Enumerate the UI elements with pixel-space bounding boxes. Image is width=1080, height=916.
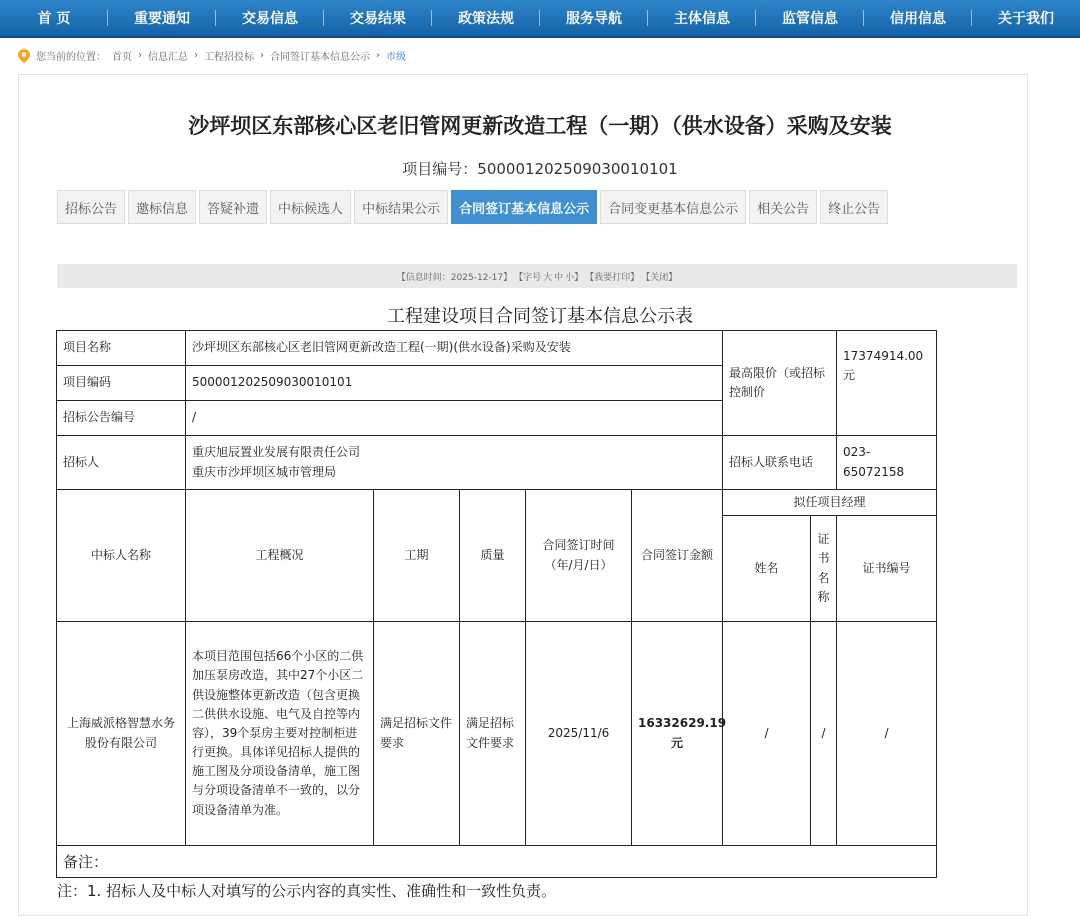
amount-value: 16332629.19元 xyxy=(632,622,723,846)
breadcrumb xyxy=(18,48,406,63)
nav-about[interactable]: 关于我们 xyxy=(998,11,1054,27)
breadcrumb-home[interactable]: 首页 xyxy=(112,52,132,63)
nav-credit[interactable]: 信用信息 xyxy=(864,0,972,36)
phone-value: 023-65072158 xyxy=(837,436,937,490)
font-small-button[interactable]: 小】 xyxy=(565,272,584,283)
project-code-value: 500001202509030010101 xyxy=(186,366,723,401)
winner-value: 上海威派格智慧水务股份有限公司 xyxy=(57,622,186,846)
print-button[interactable]: 【我要打印】 xyxy=(585,272,640,283)
nav-supervision[interactable]: 监管信息 xyxy=(756,0,864,36)
sign-time-header: 合同签订时间（年/月/日） xyxy=(526,490,632,622)
nav-home[interactable]: 首 页 xyxy=(0,0,108,36)
overview-header: 工程概况 xyxy=(186,490,374,622)
notice-tabs xyxy=(57,190,888,224)
max-price-value: 17374914.00元 xyxy=(837,331,937,436)
nav-policy[interactable]: 政策法规 xyxy=(432,0,540,36)
tab-tender-notice[interactable]: 招标公告 xyxy=(57,190,125,224)
pm-name-value: / xyxy=(723,622,811,846)
nav-service[interactable]: 服务导航 xyxy=(540,0,648,36)
project-code-label: 项目编码 xyxy=(57,366,186,401)
info-time: 【信息时间：2025-12-17】 xyxy=(396,272,513,283)
location-pin-icon xyxy=(18,49,30,63)
breadcrumb-sep: › xyxy=(260,50,264,61)
tenderer-name-1: 重庆旭辰置业发展有限责任公司 xyxy=(192,445,361,460)
tab-contract-sign[interactable]: 合同签订基本信息公示 xyxy=(451,190,597,224)
tender-notice-no-value: / xyxy=(186,401,723,436)
nav-entity-info[interactable]: 主体信息 xyxy=(648,0,756,36)
tender-notice-no-label: 招标公告编号 xyxy=(57,401,186,436)
tab-contract-change[interactable]: 合同变更基本信息公示 xyxy=(600,190,746,224)
project-number: 项目编号：500001202509030010101 xyxy=(402,160,678,178)
tab-candidates[interactable]: 中标候选人 xyxy=(270,190,351,224)
table-title: 工程建设项目合同签订基本信息公示表 xyxy=(387,306,693,327)
amount-header: 合同签订金额 xyxy=(632,490,723,622)
breadcrumb-sep: › xyxy=(376,50,380,61)
nav-trade-info[interactable]: 交易信息 xyxy=(216,0,324,36)
info-bar xyxy=(57,264,1017,288)
breadcrumb-sep: › xyxy=(194,50,198,61)
breadcrumb-current[interactable]: 市级 xyxy=(386,52,406,63)
breadcrumb-contract-info[interactable]: 合同签订基本信息公示 xyxy=(270,52,370,63)
quality-header: 质量 xyxy=(460,490,526,622)
font-size-label: 【字号 xyxy=(514,272,542,283)
pm-cert-no-header: 证书编号 xyxy=(837,516,937,622)
font-medium-button[interactable]: 中 xyxy=(554,272,564,283)
tenderer-label: 招标人 xyxy=(57,436,186,490)
nav-important-notice[interactable]: 重要通知 xyxy=(108,0,216,36)
tenderer-name-2: 重庆市沙坪坝区城市管理局 xyxy=(192,464,337,479)
contract-info-table xyxy=(56,330,937,878)
tab-termination[interactable]: 终止公告 xyxy=(820,190,888,224)
breadcrumb-prefix: 您当前的位置： xyxy=(36,52,106,63)
breadcrumb-info-summary[interactable]: 信息汇总 xyxy=(148,52,188,63)
pm-header: 拟任项目经理 xyxy=(723,490,937,516)
tab-invite-info[interactable]: 邀标信息 xyxy=(128,190,196,224)
pm-name-header: 姓名 xyxy=(723,516,811,622)
period-value: 满足招标文件要求 xyxy=(374,622,460,846)
font-large-button[interactable]: 大 xyxy=(543,272,553,283)
phone-label: 招标人联系电话 xyxy=(723,436,837,490)
breadcrumb-engineering[interactable]: 工程招投标 xyxy=(204,52,254,63)
pm-cert-name-header: 证书名称 xyxy=(811,516,837,622)
winner-header: 中标人名称 xyxy=(57,490,186,622)
breadcrumb-sep: › xyxy=(138,50,142,61)
tenderer-value xyxy=(186,436,723,490)
quality-value: 满足招标文件要求 xyxy=(460,622,526,846)
remark-cell: 备注： xyxy=(57,846,937,878)
project-name-label: 项目名称 xyxy=(57,331,186,366)
pm-cert-no-value: / xyxy=(837,622,937,846)
max-price-label: 最高限价（或招标控制价 xyxy=(723,331,837,436)
close-button[interactable]: 【关闭】 xyxy=(641,272,678,283)
overview-value: 本项目范围包括66个小区的二供加压泵房改造，其中27个小区二供设施整体更新改造（包含更换二供供水设施、电气及自控等内容），39个泵房主要对控制柜进行更换。具体详见招标人提供的施工图及分项设备清单，施工图与分项设备清单不一致的，以分项设备清单为准。 xyxy=(186,622,374,846)
tab-qa[interactable]: 答疑补遗 xyxy=(199,190,267,224)
nav-trade-result[interactable]: 交易结果 xyxy=(324,0,432,36)
sign-time-value: 2025/11/6 xyxy=(526,622,632,846)
tab-result[interactable]: 中标结果公示 xyxy=(354,190,448,224)
tab-related[interactable]: 相关公告 xyxy=(749,190,817,224)
pm-cert-name-value: / xyxy=(811,622,837,846)
page-title: 沙坪坝区东部核心区老旧管网更新改造工程（一期）（供水设备）采购及安装 xyxy=(188,113,892,138)
footnote: 注：1. 招标人及中标人对填写的公示内容的真实性、准确性和一致性负责。 xyxy=(57,882,557,900)
period-header: 工期 xyxy=(374,490,460,622)
top-nav xyxy=(0,0,1080,38)
project-name-value: 沙坪坝区东部核心区老旧管网更新改造工程(一期)(供水设备)采购及安装 xyxy=(186,331,723,366)
